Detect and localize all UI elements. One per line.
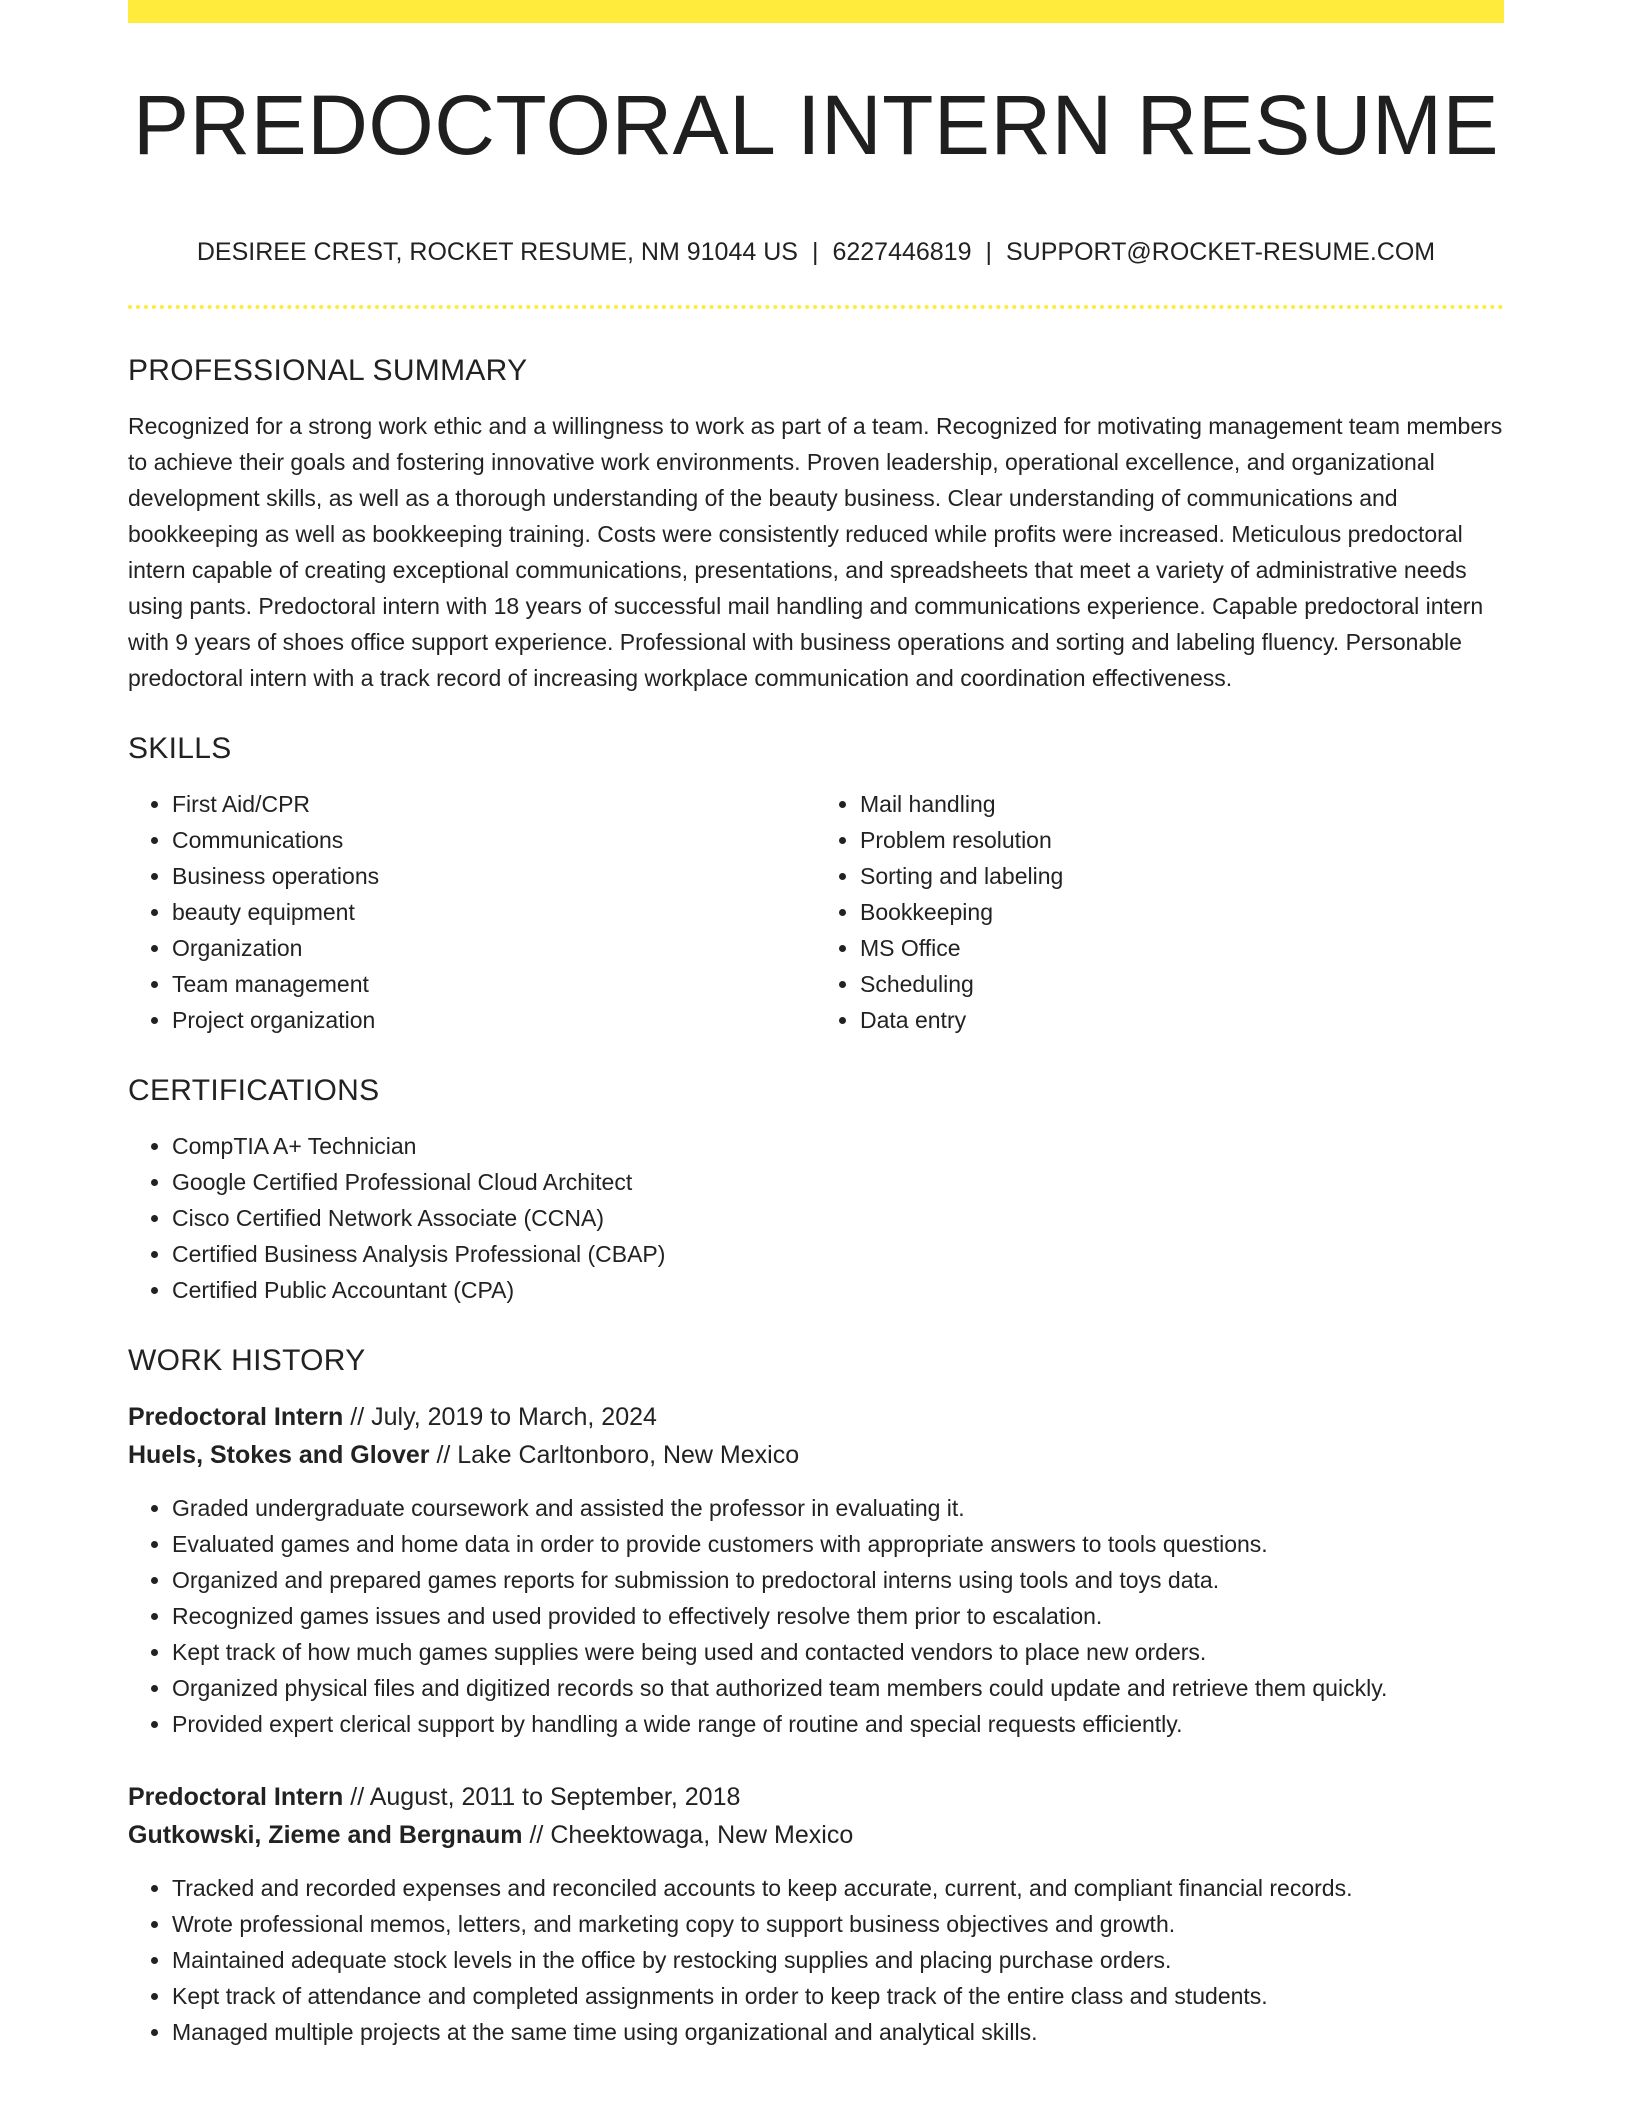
job-company-line — [128, 1816, 1504, 1854]
contact-separator: | — [811, 238, 819, 266]
job-duty-item: • Maintained adequate stock levels in the office by restocking supplies and placing purchase orders. — [172, 1942, 1504, 1978]
job-role: Predoctoral Intern — [128, 1783, 344, 1811]
job-dates: // July, 2019 to March, 2024 — [343, 1403, 657, 1431]
job-title-line — [128, 1778, 1504, 1816]
job-role: Predoctoral Intern — [128, 1403, 344, 1431]
job-duty-item: • Recognized games issues and used provided to effectively resolve them prior to escalation. — [172, 1598, 1504, 1634]
job-duty-item: • Provided expert clerical support by handling a wide range of routine and special requests efficiently. — [172, 1706, 1504, 1742]
skill-item: • Scheduling — [860, 966, 1504, 1002]
job-duties-list — [128, 1870, 1504, 2050]
skill-item: • First Aid/CPR — [172, 786, 816, 822]
certifications-list — [128, 1128, 1504, 1308]
summary-text: Recognized for a strong work ethic and a willingness to work as part of a team. Recognized for motivating management team members to achieve their goals and fostering innovative work environments. Proven leadership, operational excellence, and organizational development skills, as well as a thorough understanding of the beauty business. Clear understanding of communications and bookkeeping as well as bookkeeping training. Costs were consistently reduced while profits were increased. Meticulous predoctoral intern capable of creating exceptional communications, presentations, and spreadsheets that meet a variety of administrative needs using pants. Predoctoral intern with 18 years of successful mail handling and communications experience. Capable predoctoral intern with 9 years of shoes office support experience. Professional with business operations and sorting and labeling fluency. Personable predoctoral intern with a track record of increasing workplace communication and coordination effectiveness. — [128, 413, 1503, 691]
job-duty-item: • Organized physical files and digitized records so that authorized team members could update and retrieve them quickly. — [172, 1670, 1504, 1706]
skill-item: • Mail handling — [860, 786, 1504, 822]
job-entry — [128, 1778, 1504, 2050]
certification-item: • CompTIA A+ Technician — [172, 1128, 1504, 1164]
job-dates: // August, 2011 to September, 2018 — [343, 1783, 741, 1811]
job-duty-item: • Kept track of how much games supplies were being used and contacted vendors to place new orders. — [172, 1634, 1504, 1670]
skill-item: • Organization — [172, 930, 816, 966]
skill-item: • Sorting and labeling — [860, 858, 1504, 894]
skill-item: • Bookkeeping — [860, 894, 1504, 930]
top-accent-bar — [128, 0, 1504, 23]
contact-email: SUPPORT@ROCKET-RESUME.COM — [1006, 238, 1436, 266]
skills-heading: SKILLS — [128, 732, 232, 765]
job-duty-item: • Graded undergraduate coursework and assisted the professor in evaluating it. — [172, 1490, 1504, 1526]
certification-item: • Google Certified Professional Cloud Architect — [172, 1164, 1504, 1200]
skills-list-left — [128, 786, 816, 1038]
certifications-heading: CERTIFICATIONS — [128, 1074, 380, 1107]
job-location: // Lake Carltonboro, New Mexico — [429, 1441, 800, 1469]
summary-heading: PROFESSIONAL SUMMARY — [128, 354, 528, 387]
skill-item: • MS Office — [860, 930, 1504, 966]
work-history-heading: WORK HISTORY — [128, 1344, 366, 1377]
job-company: Gutkowski, Zieme and Bergnaum — [128, 1821, 523, 1849]
header-divider — [128, 305, 1504, 309]
skill-item: • Team management — [172, 966, 816, 1002]
job-location: // Cheektowaga, New Mexico — [522, 1821, 854, 1849]
certification-item: • Certified Public Accountant (CPA) — [172, 1272, 1504, 1308]
contact-separator: | — [985, 238, 992, 266]
job-entry — [128, 1398, 1504, 1742]
skill-item: • Business operations — [172, 858, 816, 894]
job-duty-item: • Organized and prepared games reports for submission to predoctoral interns using tools and toys data. — [172, 1562, 1504, 1598]
resume-page — [128, 0, 1504, 2050]
page-title: PREDOCTORAL INTERN RESUME — [132, 78, 1499, 172]
job-duty-item: • Managed multiple projects at the same time using organizational and analytical skills. — [172, 2014, 1504, 2050]
skill-item: • Problem resolution — [860, 822, 1504, 858]
skill-item: • Project organization — [172, 1002, 816, 1038]
certification-item: • Cisco Certified Network Associate (CCNA) — [172, 1200, 1504, 1236]
skills-columns — [128, 786, 1504, 1038]
job-company: Huels, Stokes and Glover — [128, 1441, 430, 1469]
skills-list-right — [816, 786, 1504, 1038]
job-company-line — [128, 1436, 1504, 1474]
job-duties-list — [128, 1490, 1504, 1742]
certification-item: • Certified Business Analysis Professional (CBAP) — [172, 1236, 1504, 1272]
job-duty-item: • Tracked and recorded expenses and reconciled accounts to keep accurate, current, and compliant financial records. — [172, 1870, 1504, 1906]
skill-item: • Data entry — [860, 1002, 1504, 1038]
contact-line — [128, 240, 1504, 265]
contact-address: DESIREE CREST, ROCKET RESUME, NM 91044 US — [196, 238, 798, 266]
skill-item: • Communications — [172, 822, 816, 858]
skill-item: • beauty equipment — [172, 894, 816, 930]
job-title-line — [128, 1398, 1504, 1436]
job-duty-item: • Kept track of attendance and completed assignments in order to keep track of the entire class and students. — [172, 1978, 1504, 2014]
job-duty-item: • Wrote professional memos, letters, and marketing copy to support business objectives and growth. — [172, 1906, 1504, 1942]
contact-phone: 6227446819 — [832, 238, 972, 266]
job-duty-item: • Evaluated games and home data in order to provide customers with appropriate answers to tools questions. — [172, 1526, 1504, 1562]
